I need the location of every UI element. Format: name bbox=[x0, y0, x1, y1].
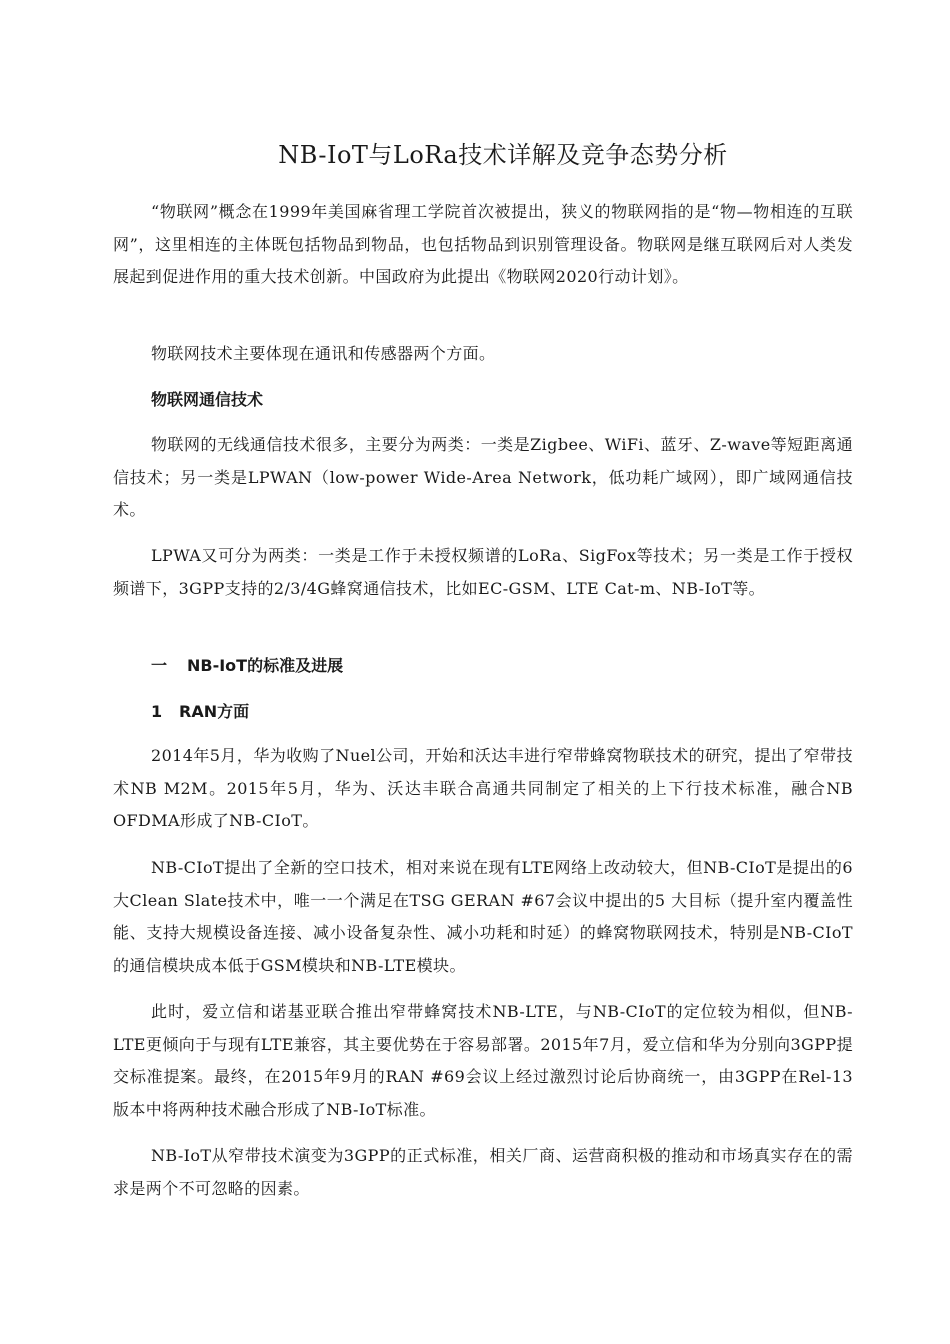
document-title: NB-IoT与LoRa技术详解及竞争态势分析 bbox=[278, 141, 728, 169]
paragraph-lpwa: LPWA又可分为两类：一类是工作于未授权频谱的LoRa、SigFox等技术；另一类是工作于授权频谱下，3GPP支持的2/3/4G蜂窝通信技术，比如EC-GSM、LTE Cat-m、NB-IoT等。 bbox=[113, 546, 853, 598]
paragraph-standard-evolution: NB-IoT从窄带技术演变为3GPP的正式标准，相关厂商、运营商积极的推动和市场真实存在的需求是两个不可忽略的因素。 bbox=[113, 1146, 853, 1198]
paragraph-nb-ciot: NB-CIoT提出了全新的空口技术，相对来说在现有LTE网络上改动较大，但NB-CIoT是提出的6大Clean Slate技术中，唯一一个满足在TSG GERAN #67会议中提出的5 大目标（提升室内覆盖性能、支持大规模设备连接、减小设备复杂性、减小功耗和时延）的蜂窝物联网技术，特别是NB-CIoT的通信模块成本低于GSM模块和NB-LTE模块。 bbox=[113, 858, 853, 976]
paragraph-nb-m2m: 2014年5月，华为收购了Nuel公司，开始和沃达丰进行窄带蜂窝物联技术的研究，提出了窄带技术NB M2M。2015年5月，华为、沃达丰联合高通共同制定了相关的上下行技术标准，融合NB OFDMA形成了NB-CIoT。 bbox=[113, 746, 853, 831]
subsection-title: RAN方面 bbox=[179, 702, 250, 721]
heading-iot-communication: 物联网通信技术 bbox=[151, 390, 264, 409]
heading-subsection-1 bbox=[151, 698, 249, 726]
paragraph-iot-aspects: 物联网技术主要体现在通讯和传感器两个方面。 bbox=[151, 344, 496, 363]
subsection-number: 1 bbox=[151, 702, 163, 721]
paragraph-wireless-tech: 物联网的无线通信技术很多，主要分为两类：一类是Zigbee、WiFi、蓝牙、Z-wave等短距离通信技术；另一类是LPWAN（low-power Wide-Area Network，低功耗广域网），即广域网通信技术。 bbox=[113, 435, 853, 520]
heading-section-1 bbox=[151, 652, 343, 680]
paragraph-nb-lte: 此时，爱立信和诺基亚联合推出窄带蜂窝技术NB-LTE，与NB-CIoT的定位较为相似，但NB-LTE更倾向于与现有LTE兼容，其主要优势在于容易部署。2015年7月，爱立信和华为分别向3GPP提交标准提案。最终，在2015年9月的RAN #69会议上经过激烈讨论后协商统一，由3GPP在Rel-13版本中将两种技术融合形成了NB-IoT标准。 bbox=[113, 1002, 853, 1120]
paragraph-iot-concept: “物联网”概念在1999年美国麻省理工学院首次被提出，狭义的物联网指的是“物—物相连的互联网”，这里相连的主体既包括物品到物品，也包括物品到识别管理设备。物联网是继互联网后对人类发展起到促进作用的重大技术创新。中国政府为此提出《物联网2020行动计划》。 bbox=[113, 202, 853, 287]
section-title: NB-IoT的标准及进展 bbox=[187, 656, 344, 675]
section-number: 一 bbox=[151, 656, 168, 675]
